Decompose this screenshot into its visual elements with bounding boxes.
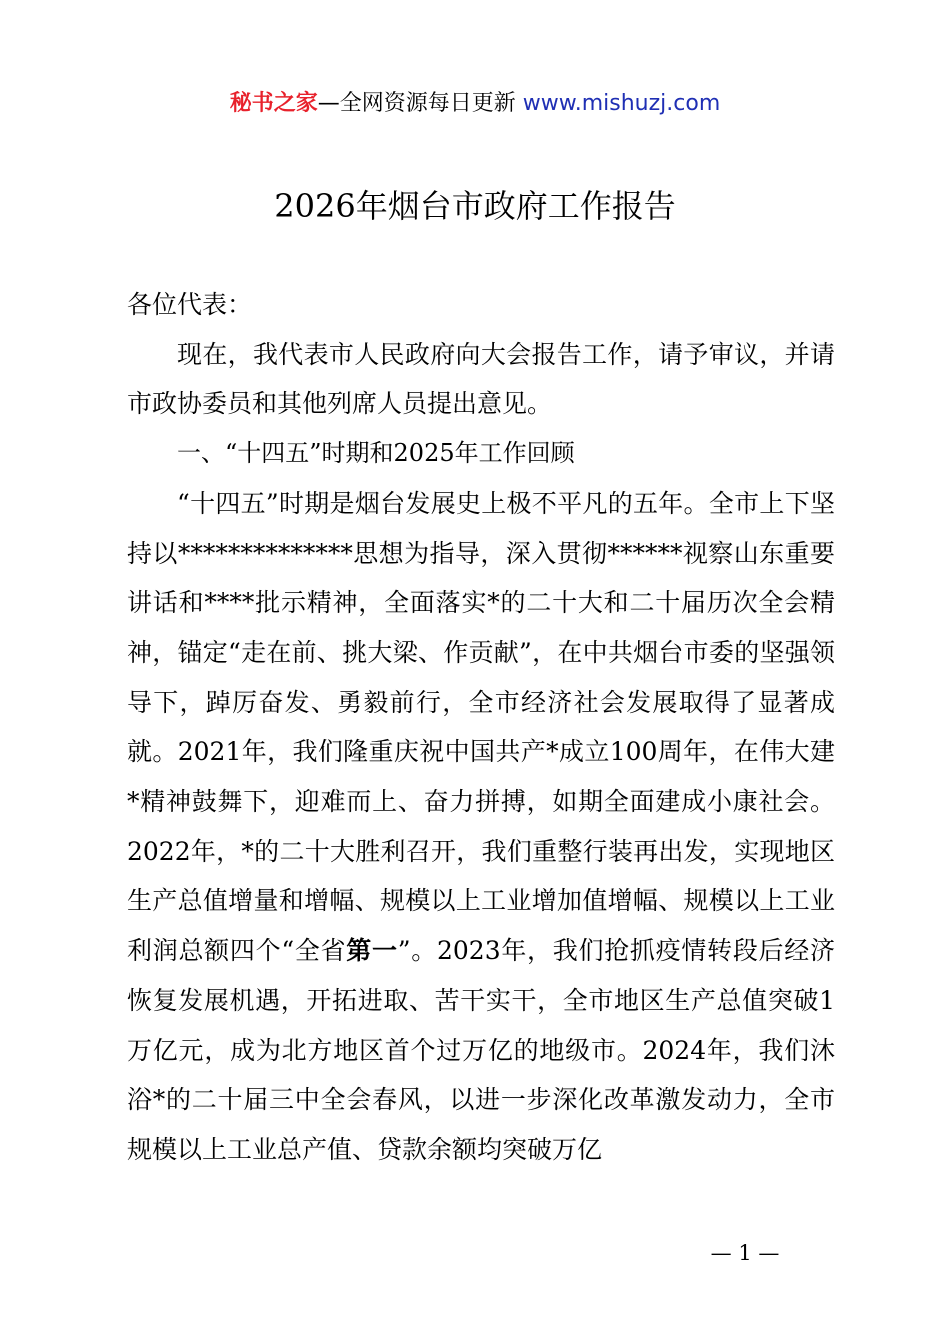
paragraph-text-part2: ”。2023年，我们抢抓疫情转段后经济恢复发展机遇，开拓进取、苦干实干，全市地区生产总值突破1万亿元，成为北方地区首个过万亿的地级市。2024年，我们沐浴*的二十届三中全会春风，以进一步深化改革激发动力，全市规模以上工业总产值、贷款余额均突破万亿 (127, 936, 835, 1164)
salutation: 各位代表： (127, 290, 253, 319)
paragraph-bold-text: 第一 (346, 936, 398, 966)
site-banner (0, 86, 950, 122)
brand-name: 秘书之家 (229, 91, 318, 116)
document-title: 2026年烟台市政府工作报告 (274, 187, 676, 225)
section-heading: 一、“十四五”时期和2025年工作回顾 (177, 439, 575, 468)
page-number: — 1 — (710, 1241, 780, 1265)
banner-slogan: —全网资源每日更新 (317, 91, 523, 116)
paragraph-text-part1: “十四五”时期是烟台发展史上极不平凡的五年。全市上下坚持以**************思想为指导，深入贯彻******视察山东重要讲话和****批示精神，全面落实*的二十大和二十届历次全会精神，锚定“走在前、挑大梁、作贡献”，在中共烟台市委的坚强领导下，踔厉奋发、勇毅前行，全市经济社会发展取得了显著成就。2021年，我们隆重庆祝中国共产*成立100周年，在伟大建*精神鼓舞下，迎难而上、奋力拼搏，如期全面建成小康社会。2022年，*的二十大胜利召开，我们重整行装再出发，实现地区生产总值增量和增幅、规模以上工业增加值增幅、规模以上工业利润总额四个“全省 (127, 488, 835, 966)
review-paragraph (127, 479, 835, 1175)
document-body (127, 280, 835, 1175)
site-url-link[interactable]: www.mishuzj.com (522, 91, 721, 116)
opening-paragraph: 现在，我代表市人民政府向大会报告工作，请予审议，并请市政协委员和其他列席人员提出意见。 (127, 339, 835, 419)
